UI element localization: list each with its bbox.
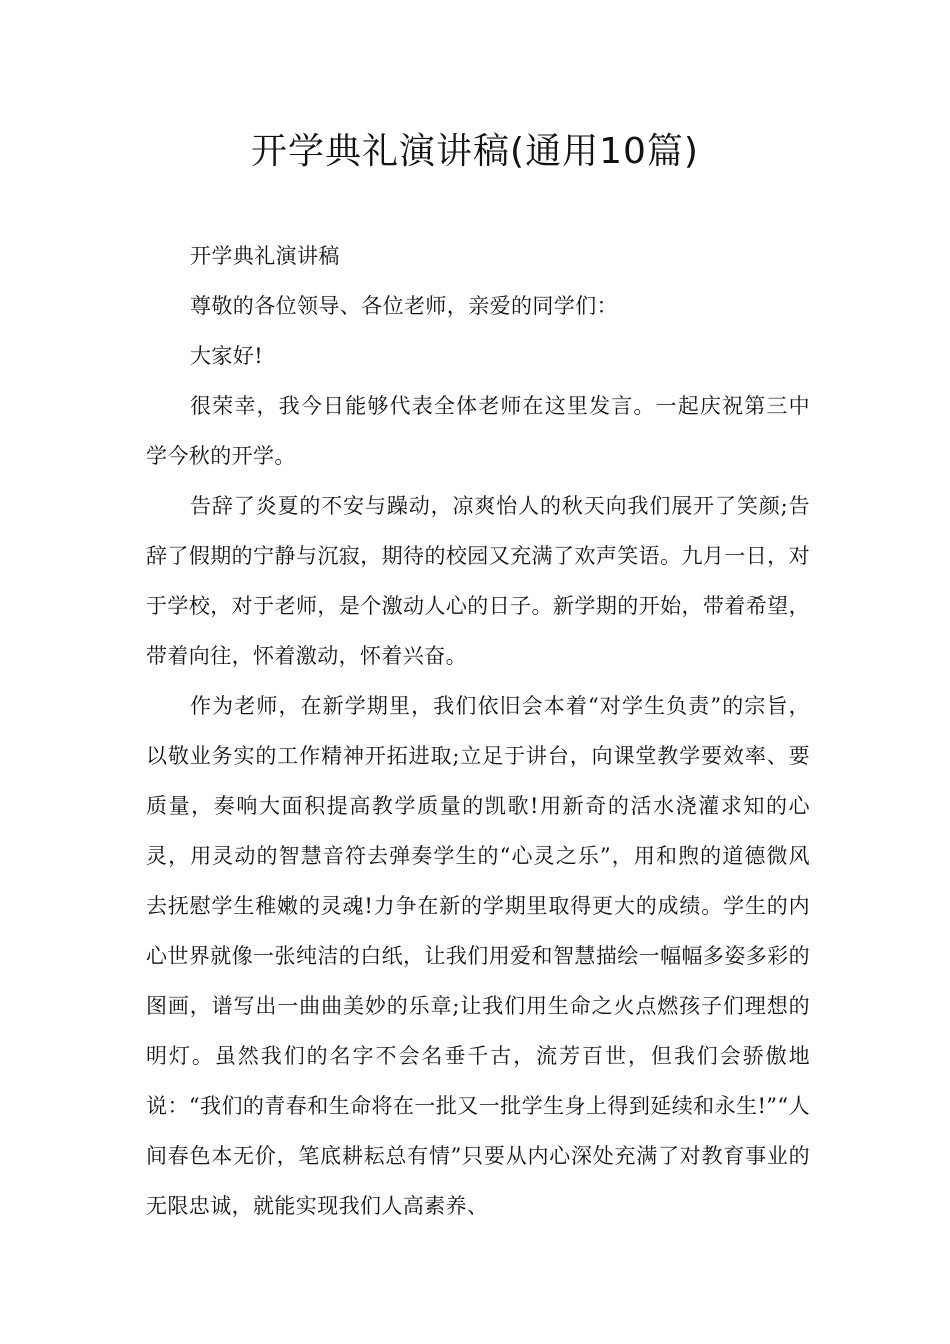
paragraph-heading: 开学典礼演讲稿 [190,244,340,268]
paragraph-salutation: 尊敬的各位领导、各位老师，亲爱的同学们： [190,294,618,318]
document-title: 开学典礼演讲稿(通用10篇) [251,131,699,172]
paragraph-autumn: 告辞了炎夏的不安与躁动，凉爽怡人的秋天向我们展开了笑颜;告辞了假期的宁静与沉寂，期待的校园又充满了欢声笑语。九月一日，对于学校，对于老师，是个激动人心的日子。新学期的开始，带着希望，带着向往，怀着激动，怀着兴奋。 [146,494,810,668]
document-body [146,231,810,1231]
paragraph-greeting: 大家好! [190,344,264,368]
paragraph-teacher: 作为老师，在新学期里，我们依旧会本着“对学生负责”的宗旨，以敬业务实的工作精神开拓进取;立足于讲台，向课堂教学要效率、要质量，奏响大面积提高教学质量的凯歌!用新奇的活水浇灌求知的心灵，用灵动的智慧音符去弹奏学生的“心灵之乐”，用和煦的道德微风去抚慰学生稚嫩的灵魂!力争在新的学期里取得更大的成绩。学生的内心世界就像一张纯洁的白纸，让我们用爱和智慧描绘一幅幅多姿多彩的图画，谱写出一曲曲美妙的乐章;让我们用生命之火点燃孩子们理想的明灯。虽然我们的名字不会名垂千古，流芳百世，但我们会骄傲地说：“我们的青春和生命将在一批又一批学生身上得到延续和永生!”“人间春色本无价，笔底耕耘总有情”只要从内心深处充满了对教育事业的无限忠诚，就能实现我们人高素养、 [146,694,810,1218]
paragraph-intro: 很荣幸，我今日能够代表全体老师在这里发言。一起庆祝第三中学今秋的开学。 [146,394,810,468]
